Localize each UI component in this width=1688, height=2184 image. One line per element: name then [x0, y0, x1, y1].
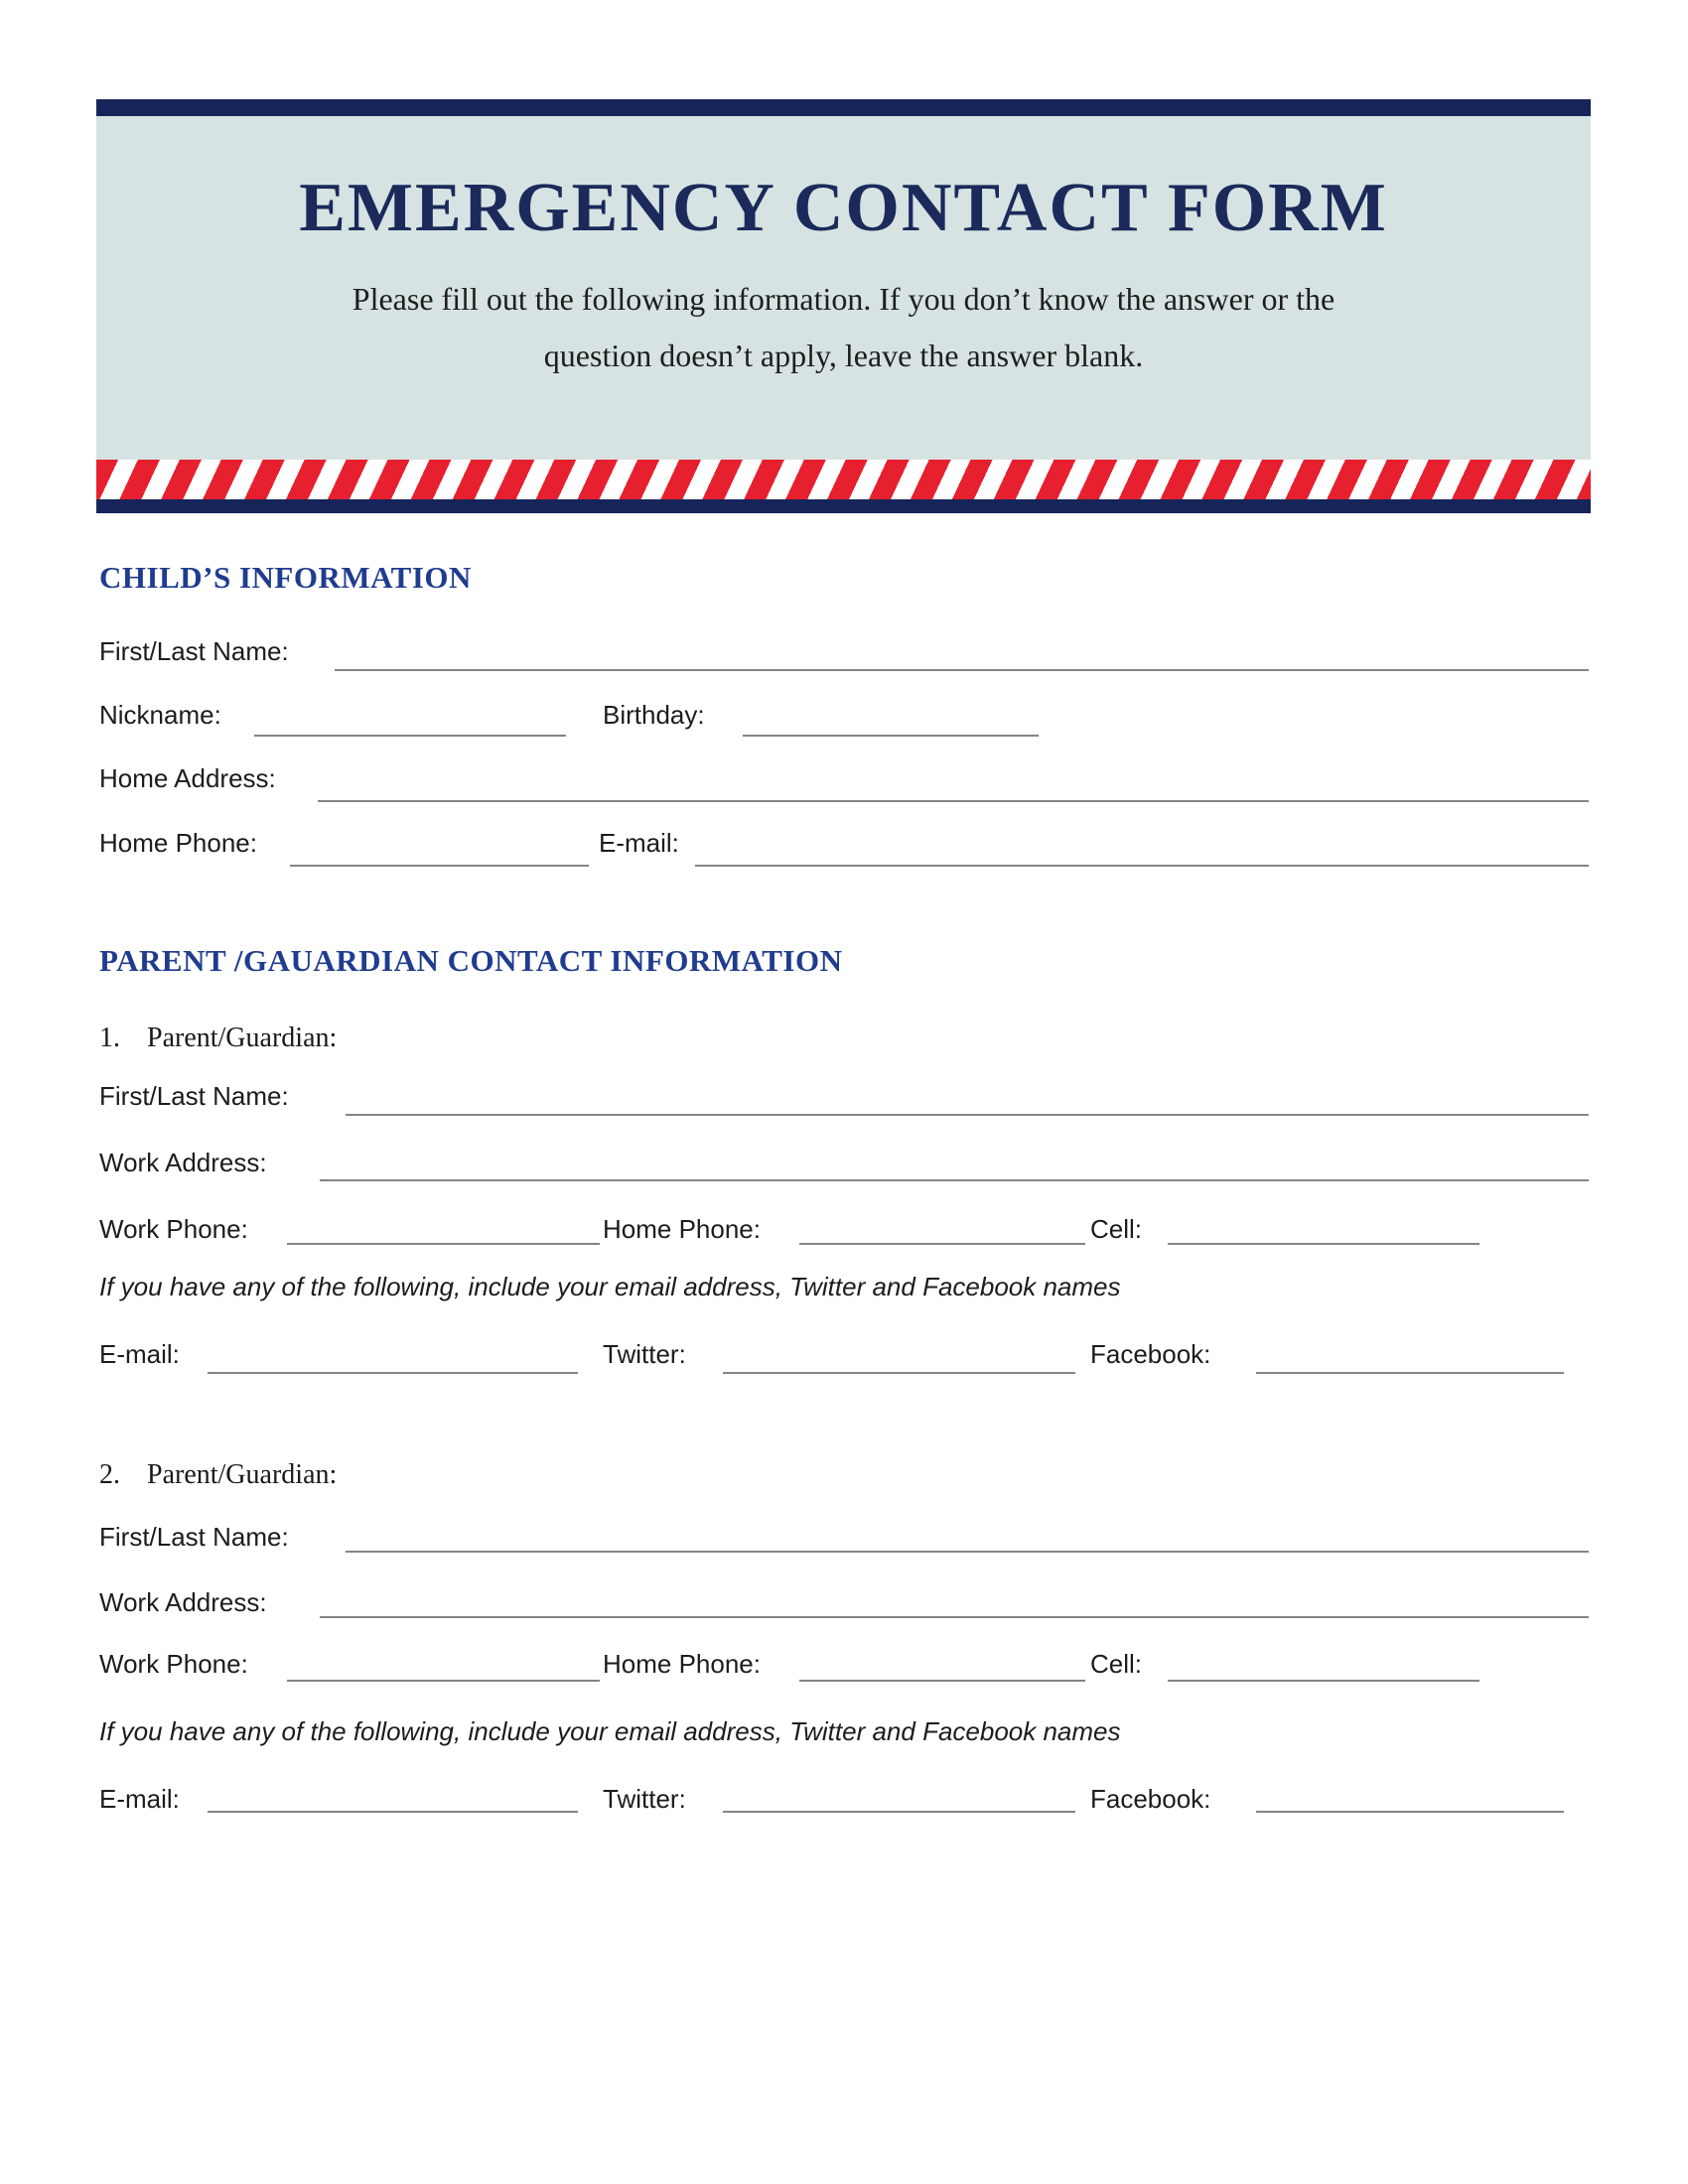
parent2-work-phone-field[interactable]	[287, 1680, 600, 1682]
parent2-item-label: Parent/Guardian:	[147, 1459, 338, 1490]
parent2-work-phone-label: Work Phone:	[99, 1649, 248, 1679]
parent2-first-last-name-label: First/Last Name:	[99, 1522, 289, 1552]
child-nickname-field[interactable]	[254, 735, 566, 737]
child-first-last-name-field[interactable]	[335, 669, 1589, 671]
parent1-first-last-name-label: First/Last Name:	[99, 1081, 289, 1111]
parent2-email-field[interactable]	[208, 1811, 578, 1813]
parent2-item-number: 2.	[99, 1459, 120, 1490]
form-subtitle-line2: question doesn’t apply, leave the answer blank.	[543, 338, 1144, 374]
parent1-twitter-field[interactable]	[723, 1372, 1075, 1374]
parent2-twitter-field[interactable]	[723, 1811, 1075, 1813]
parent-info-heading: PARENT /GAUARDIAN CONTACT INFORMATION	[99, 943, 843, 978]
parent1-home-phone-field[interactable]	[799, 1243, 1085, 1245]
parent2-work-address-label: Work Address:	[99, 1587, 267, 1617]
header-top-bar	[96, 99, 1591, 116]
child-home-address-field[interactable]	[318, 800, 1589, 802]
parent1-home-phone-label: Home Phone:	[603, 1214, 761, 1244]
form-subtitle	[96, 271, 1591, 385]
header-bottom-bar	[96, 499, 1591, 513]
parent2-twitter-label: Twitter:	[603, 1784, 686, 1814]
parent2-work-address-field[interactable]	[320, 1616, 1589, 1618]
parent2-home-phone-label: Home Phone:	[603, 1649, 761, 1679]
child-birthday-field[interactable]	[743, 735, 1039, 737]
child-home-phone-field[interactable]	[290, 865, 589, 867]
parent1-item-label: Parent/Guardian:	[147, 1023, 338, 1053]
child-birthday-label: Birthday:	[603, 700, 705, 730]
parent2-facebook-label: Facebook:	[1090, 1784, 1211, 1814]
parent1-work-address-label: Work Address:	[99, 1148, 267, 1177]
parent1-cell-label: Cell:	[1090, 1214, 1143, 1244]
parent1-cell-field[interactable]	[1168, 1243, 1479, 1245]
child-email-label: E-mail:	[599, 828, 679, 858]
form-title: EMERGENCY CONTACT FORM	[299, 170, 1388, 246]
parent2-cell-field[interactable]	[1168, 1680, 1479, 1682]
parent2-email-label: E-mail:	[99, 1784, 180, 1814]
parent2-cell-label: Cell:	[1090, 1649, 1143, 1679]
parent1-facebook-label: Facebook:	[1090, 1339, 1211, 1369]
parent2-facebook-field[interactable]	[1256, 1811, 1564, 1813]
parent1-social-note: If you have any of the following, include your email address, Twitter and Facebook names	[99, 1272, 1121, 1301]
parent1-work-phone-field[interactable]	[287, 1243, 600, 1245]
child-home-phone-label: Home Phone:	[99, 828, 257, 858]
parent1-work-phone-label: Work Phone:	[99, 1214, 248, 1244]
parent2-home-phone-field[interactable]	[799, 1680, 1085, 1682]
parent1-facebook-field[interactable]	[1256, 1372, 1564, 1374]
child-info-heading: CHILD’S INFORMATION	[99, 560, 472, 595]
form-subtitle-line1: Please fill out the following information. If you don’t know the answer or the	[352, 280, 1336, 317]
child-email-field[interactable]	[695, 865, 1589, 867]
parent2-first-last-name-field[interactable]	[346, 1551, 1589, 1553]
parent1-first-last-name-field[interactable]	[346, 1114, 1589, 1116]
form-header	[96, 99, 1591, 513]
parent1-work-address-field[interactable]	[320, 1179, 1589, 1181]
warning-stripes	[96, 460, 1591, 499]
child-home-address-label: Home Address:	[99, 763, 276, 793]
child-nickname-label: Nickname:	[99, 700, 221, 730]
header-body	[96, 116, 1591, 460]
parent1-email-field[interactable]	[208, 1372, 578, 1374]
parent2-social-note: If you have any of the following, include your email address, Twitter and Facebook names	[99, 1716, 1121, 1746]
child-first-last-name-label: First/Last Name:	[99, 636, 289, 666]
parent1-twitter-label: Twitter:	[603, 1339, 686, 1369]
parent1-email-label: E-mail:	[99, 1339, 180, 1369]
parent1-item-number: 1.	[99, 1023, 120, 1053]
